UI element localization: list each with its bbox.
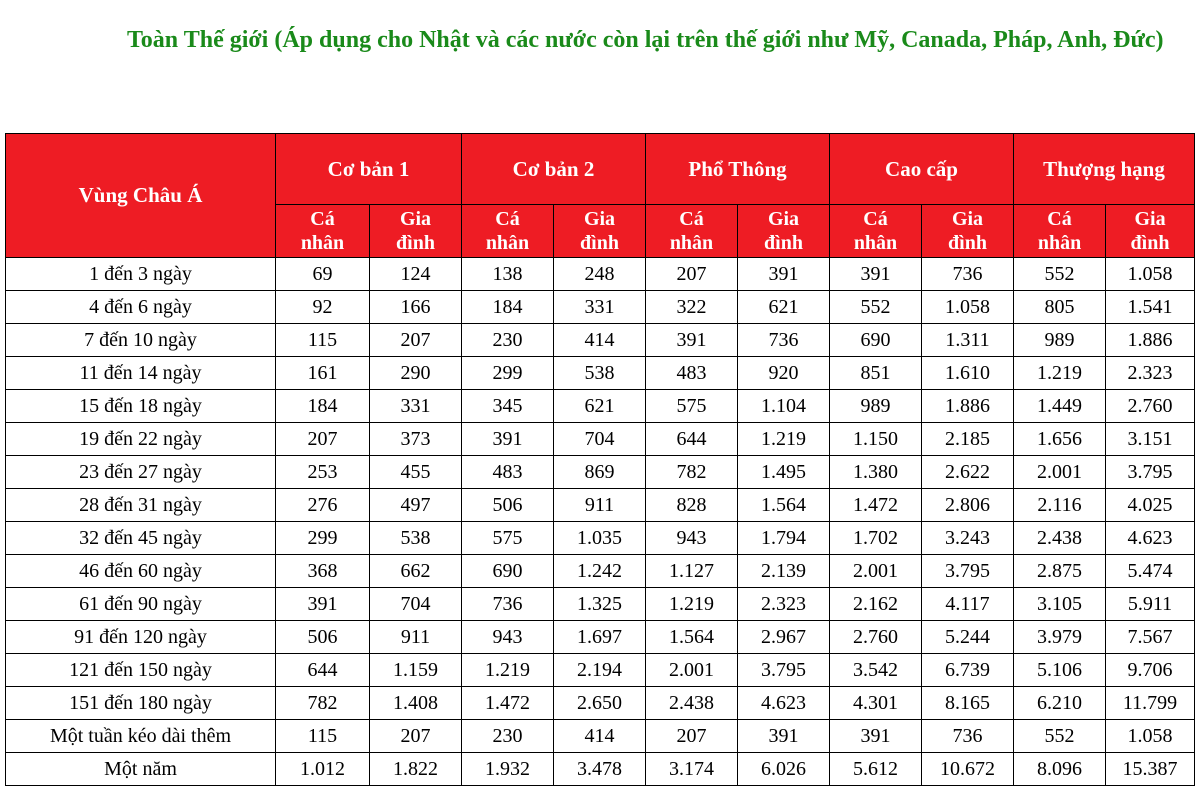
family-price-cell: 373	[370, 423, 462, 456]
individual-price-cell: 391	[462, 423, 554, 456]
individual-price-cell: 943	[462, 621, 554, 654]
individual-price-cell: 207	[646, 258, 738, 291]
duration-label: 7 đến 10 ngày	[6, 324, 276, 357]
individual-price-cell: 138	[462, 258, 554, 291]
individual-price-cell: 851	[830, 357, 922, 390]
family-price-cell: 736	[738, 324, 830, 357]
family-price-cell: 1.886	[922, 390, 1014, 423]
individual-price-cell: 782	[646, 456, 738, 489]
individual-price-cell: 92	[276, 291, 370, 324]
individual-price-cell: 3.542	[830, 654, 922, 687]
individual-price-cell: 552	[830, 291, 922, 324]
family-price-cell: 1.242	[554, 555, 646, 588]
table-body	[6, 258, 1195, 786]
family-price-cell: 391	[738, 720, 830, 753]
family-price-cell: 414	[554, 324, 646, 357]
individual-price-cell: 115	[276, 720, 370, 753]
family-price-cell: 166	[370, 291, 462, 324]
individual-price-cell: 3.174	[646, 753, 738, 786]
individual-price-cell: 690	[462, 555, 554, 588]
family-price-cell: 1.035	[554, 522, 646, 555]
family-price-cell: 704	[554, 423, 646, 456]
family-price-cell: 662	[370, 555, 462, 588]
family-price-cell: 414	[554, 720, 646, 753]
family-price-cell: 1.325	[554, 588, 646, 621]
individual-price-cell: 782	[276, 687, 370, 720]
family-price-cell: 10.672	[922, 753, 1014, 786]
family-price-cell: 2.650	[554, 687, 646, 720]
individual-price-cell: 69	[276, 258, 370, 291]
individual-price-cell: 943	[646, 522, 738, 555]
individual-price-cell: 989	[1014, 324, 1106, 357]
duration-label: 32 đến 45 ngày	[6, 522, 276, 555]
family-price-cell: 621	[554, 390, 646, 423]
family-price-cell: 3.795	[922, 555, 1014, 588]
individual-price-cell: 1.150	[830, 423, 922, 456]
individual-price-cell: 3.105	[1014, 588, 1106, 621]
family-price-cell: 497	[370, 489, 462, 522]
individual-price-cell: 828	[646, 489, 738, 522]
table-row	[6, 522, 1195, 555]
plan-header: Cơ bản 1	[276, 134, 462, 205]
family-price-cell: 4.117	[922, 588, 1014, 621]
individual-price-cell: 2.162	[830, 588, 922, 621]
individual-price-cell: 3.979	[1014, 621, 1106, 654]
family-price-cell: 538	[554, 357, 646, 390]
individual-price-cell: 391	[646, 324, 738, 357]
family-price-cell: 2.185	[922, 423, 1014, 456]
individual-price-cell: 8.096	[1014, 753, 1106, 786]
plan-header: Phổ Thông	[646, 134, 830, 205]
family-price-cell: 1.104	[738, 390, 830, 423]
individual-price-cell: 483	[646, 357, 738, 390]
individual-price-cell: 391	[276, 588, 370, 621]
family-price-cell: 11.799	[1106, 687, 1195, 720]
region-header: Vùng Châu Á	[6, 134, 276, 258]
family-price-cell: 9.706	[1106, 654, 1195, 687]
individual-price-cell: 989	[830, 390, 922, 423]
individual-price-cell: 299	[462, 357, 554, 390]
family-header: Gia đình	[922, 205, 1014, 258]
duration-label: 61 đến 90 ngày	[6, 588, 276, 621]
family-price-cell: 7.567	[1106, 621, 1195, 654]
family-header: Gia đình	[1106, 205, 1195, 258]
individual-price-cell: 6.210	[1014, 687, 1106, 720]
family-price-cell: 3.243	[922, 522, 1014, 555]
family-price-cell: 3.151	[1106, 423, 1195, 456]
table-row	[6, 687, 1195, 720]
family-price-cell: 207	[370, 324, 462, 357]
table-row	[6, 291, 1195, 324]
family-price-cell: 290	[370, 357, 462, 390]
family-price-cell: 8.165	[922, 687, 1014, 720]
table-row	[6, 720, 1195, 753]
family-price-cell: 1.564	[738, 489, 830, 522]
family-price-cell: 704	[370, 588, 462, 621]
table-row	[6, 423, 1195, 456]
family-price-cell: 2.622	[922, 456, 1014, 489]
individual-price-cell: 736	[462, 588, 554, 621]
individual-price-cell: 575	[462, 522, 554, 555]
family-header: Gia đình	[554, 205, 646, 258]
family-price-cell: 1.408	[370, 687, 462, 720]
family-price-cell: 2.323	[738, 588, 830, 621]
family-header: Gia đình	[370, 205, 462, 258]
family-price-cell: 2.760	[1106, 390, 1195, 423]
individual-price-cell: 230	[462, 324, 554, 357]
individual-price-cell: 1.472	[830, 489, 922, 522]
family-price-cell: 911	[370, 621, 462, 654]
individual-price-cell: 1.656	[1014, 423, 1106, 456]
family-price-cell: 5.244	[922, 621, 1014, 654]
individual-price-cell: 1.449	[1014, 390, 1106, 423]
family-price-cell: 4.025	[1106, 489, 1195, 522]
family-price-cell: 2.967	[738, 621, 830, 654]
family-price-cell: 1.886	[1106, 324, 1195, 357]
family-price-cell: 4.623	[738, 687, 830, 720]
individual-price-cell: 115	[276, 324, 370, 357]
individual-price-cell: 253	[276, 456, 370, 489]
family-price-cell: 736	[922, 720, 1014, 753]
duration-label: 151 đến 180 ngày	[6, 687, 276, 720]
plan-header: Thượng hạng	[1014, 134, 1195, 205]
individual-price-cell: 552	[1014, 720, 1106, 753]
family-price-cell: 455	[370, 456, 462, 489]
individual-price-cell: 1.219	[462, 654, 554, 687]
table-row	[6, 324, 1195, 357]
individual-price-cell: 2.001	[646, 654, 738, 687]
individual-price-cell: 5.612	[830, 753, 922, 786]
family-header: Gia đình	[738, 205, 830, 258]
table-row	[6, 456, 1195, 489]
individual-price-cell: 207	[646, 720, 738, 753]
duration-label: 28 đến 31 ngày	[6, 489, 276, 522]
page-title: Toàn Thế giới (Áp dụng cho Nhật và các nước còn lại trên thế giới như Mỹ, Canada, Pháp, Anh, Đức)	[127, 27, 1164, 53]
individual-header: Cá nhân	[462, 205, 554, 258]
family-price-cell: 2.323	[1106, 357, 1195, 390]
family-price-cell: 3.478	[554, 753, 646, 786]
individual-price-cell: 4.301	[830, 687, 922, 720]
table-row	[6, 621, 1195, 654]
family-price-cell: 920	[738, 357, 830, 390]
individual-price-cell: 2.116	[1014, 489, 1106, 522]
individual-price-cell: 391	[830, 720, 922, 753]
individual-price-cell: 1.219	[646, 588, 738, 621]
individual-price-cell: 1.564	[646, 621, 738, 654]
individual-price-cell: 1.127	[646, 555, 738, 588]
duration-label: 121 đến 150 ngày	[6, 654, 276, 687]
individual-price-cell: 506	[462, 489, 554, 522]
family-price-cell: 5.474	[1106, 555, 1195, 588]
duration-label: 1 đến 3 ngày	[6, 258, 276, 291]
individual-price-cell: 207	[276, 423, 370, 456]
individual-price-cell: 299	[276, 522, 370, 555]
individual-price-cell: 2.760	[830, 621, 922, 654]
duration-label: 46 đến 60 ngày	[6, 555, 276, 588]
table-row	[6, 654, 1195, 687]
individual-price-cell: 184	[462, 291, 554, 324]
individual-price-cell: 483	[462, 456, 554, 489]
individual-header: Cá nhân	[646, 205, 738, 258]
individual-price-cell: 552	[1014, 258, 1106, 291]
individual-price-cell: 644	[646, 423, 738, 456]
family-price-cell: 1.822	[370, 753, 462, 786]
individual-price-cell: 2.438	[646, 687, 738, 720]
family-price-cell: 911	[554, 489, 646, 522]
individual-price-cell: 1.219	[1014, 357, 1106, 390]
duration-label: 91 đến 120 ngày	[6, 621, 276, 654]
individual-price-cell: 345	[462, 390, 554, 423]
header-row-plans	[6, 134, 1195, 205]
individual-price-cell: 2.875	[1014, 555, 1106, 588]
table-row	[6, 258, 1195, 291]
duration-label: Một tuần kéo dài thêm	[6, 720, 276, 753]
individual-price-cell: 805	[1014, 291, 1106, 324]
duration-label: 4 đến 6 ngày	[6, 291, 276, 324]
individual-price-cell: 2.001	[830, 555, 922, 588]
table-row	[6, 555, 1195, 588]
individual-header: Cá nhân	[1014, 205, 1106, 258]
duration-label: Một năm	[6, 753, 276, 786]
family-price-cell: 1.697	[554, 621, 646, 654]
family-price-cell: 1.058	[1106, 720, 1195, 753]
individual-price-cell: 644	[276, 654, 370, 687]
individual-price-cell: 575	[646, 390, 738, 423]
plan-header: Cao cấp	[830, 134, 1014, 205]
individual-price-cell: 1.380	[830, 456, 922, 489]
family-price-cell: 6.739	[922, 654, 1014, 687]
premium-table	[5, 133, 1195, 786]
family-price-cell: 1.159	[370, 654, 462, 687]
family-price-cell: 1.541	[1106, 291, 1195, 324]
family-price-cell: 391	[738, 258, 830, 291]
family-price-cell: 15.387	[1106, 753, 1195, 786]
individual-price-cell: 690	[830, 324, 922, 357]
family-price-cell: 207	[370, 720, 462, 753]
family-price-cell: 2.194	[554, 654, 646, 687]
individual-header: Cá nhân	[276, 205, 370, 258]
table-row	[6, 489, 1195, 522]
individual-price-cell: 184	[276, 390, 370, 423]
family-price-cell: 3.795	[738, 654, 830, 687]
family-price-cell: 1.495	[738, 456, 830, 489]
individual-price-cell: 2.001	[1014, 456, 1106, 489]
duration-label: 19 đến 22 ngày	[6, 423, 276, 456]
family-price-cell: 248	[554, 258, 646, 291]
family-price-cell: 869	[554, 456, 646, 489]
individual-price-cell: 1.702	[830, 522, 922, 555]
individual-price-cell: 322	[646, 291, 738, 324]
table-row	[6, 357, 1195, 390]
individual-price-cell: 506	[276, 621, 370, 654]
family-price-cell: 6.026	[738, 753, 830, 786]
individual-price-cell: 1.932	[462, 753, 554, 786]
family-price-cell: 4.623	[1106, 522, 1195, 555]
family-price-cell: 331	[554, 291, 646, 324]
family-price-cell: 2.139	[738, 555, 830, 588]
individual-price-cell: 2.438	[1014, 522, 1106, 555]
family-price-cell: 1.610	[922, 357, 1014, 390]
family-price-cell: 736	[922, 258, 1014, 291]
duration-label: 23 đến 27 ngày	[6, 456, 276, 489]
family-price-cell: 3.795	[1106, 456, 1195, 489]
family-price-cell: 538	[370, 522, 462, 555]
family-price-cell: 1.311	[922, 324, 1014, 357]
table-row	[6, 390, 1195, 423]
table-row	[6, 753, 1195, 786]
family-price-cell: 5.911	[1106, 588, 1195, 621]
family-price-cell: 124	[370, 258, 462, 291]
individual-price-cell: 1.012	[276, 753, 370, 786]
individual-price-cell: 368	[276, 555, 370, 588]
individual-price-cell: 5.106	[1014, 654, 1106, 687]
family-price-cell: 1.058	[922, 291, 1014, 324]
duration-label: 15 đến 18 ngày	[6, 390, 276, 423]
family-price-cell: 1.794	[738, 522, 830, 555]
family-price-cell: 621	[738, 291, 830, 324]
table-row	[6, 588, 1195, 621]
family-price-cell: 1.219	[738, 423, 830, 456]
individual-price-cell: 161	[276, 357, 370, 390]
family-price-cell: 331	[370, 390, 462, 423]
individual-price-cell: 1.472	[462, 687, 554, 720]
family-price-cell: 1.058	[1106, 258, 1195, 291]
individual-price-cell: 230	[462, 720, 554, 753]
plan-header: Cơ bản 2	[462, 134, 646, 205]
individual-header: Cá nhân	[830, 205, 922, 258]
family-price-cell: 2.806	[922, 489, 1014, 522]
duration-label: 11 đến 14 ngày	[6, 357, 276, 390]
individual-price-cell: 391	[830, 258, 922, 291]
individual-price-cell: 276	[276, 489, 370, 522]
